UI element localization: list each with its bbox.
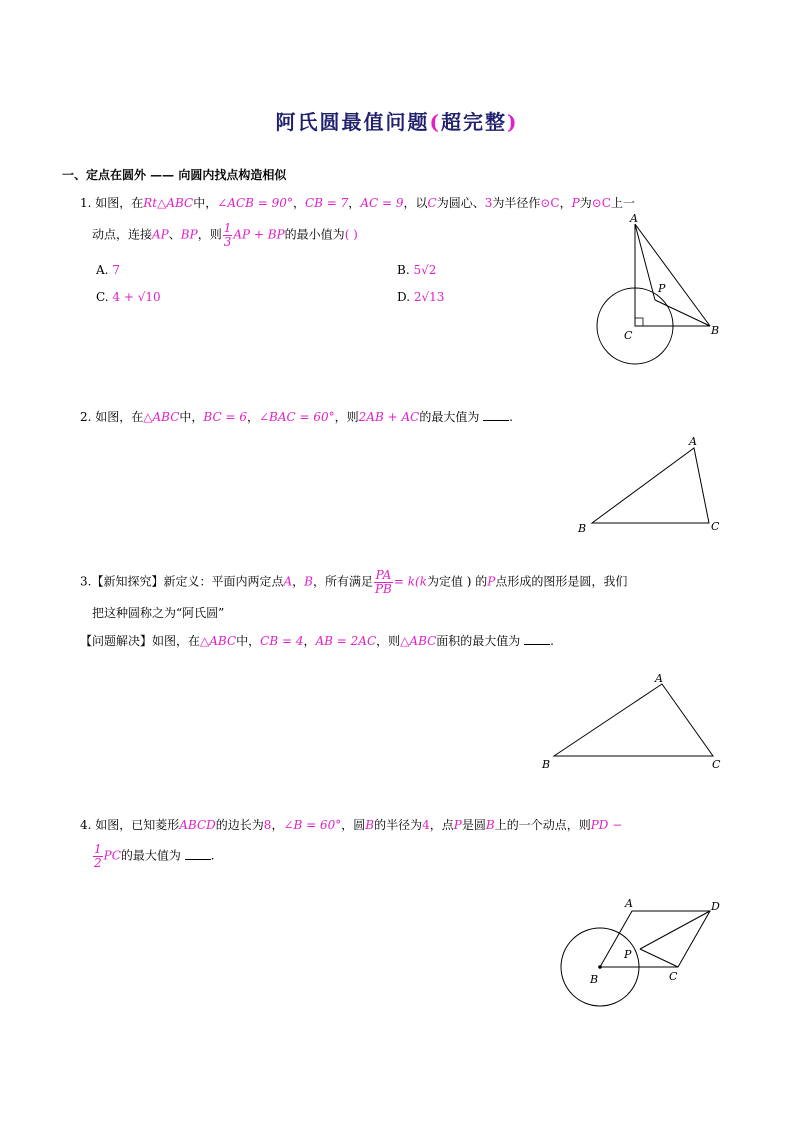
q3-label-b: B — [542, 758, 551, 771]
q2-figure — [572, 430, 732, 540]
q2-label-b: B — [578, 522, 587, 535]
section-heading: 一、定点在圆外 —— 向圆内找点构造相似 — [62, 168, 287, 182]
q3-fraction: $\frac{PA}{PB}$ — [374, 568, 392, 596]
q3-line1: 3.【新知探究】新定义：平面内两定点A，B，所有满足 $\frac{PA}{PB}$ = k(k为定值 ) 的P点形成的图形是圆，我们 — [80, 568, 628, 596]
q1-option-a: A. 7 — [96, 263, 120, 277]
answer-blank — [185, 848, 211, 860]
title-rparen: ) — [507, 110, 519, 134]
q1-line1: 1. 如图，在Rt△ABC中，∠ACB = 90°，CB = 7，AC = 9，以C为圆心、3为半径作⊙C，P为⊙C上一 — [80, 196, 635, 210]
q4-fraction: $\frac{1}{2}$ — [94, 842, 102, 870]
q3-figure — [538, 670, 738, 776]
title-lparen: ( — [429, 110, 441, 134]
page-title — [0, 106, 794, 135]
q2-label-a: A — [689, 435, 697, 448]
q4-label-p: P — [624, 948, 632, 961]
q1-option-c: C. 4 + √10 — [96, 290, 161, 304]
q3-label-a: A — [655, 672, 663, 685]
q1-line2: 动点，连接AP、BP，则 $\frac{1}{3}$ AP + BP的最小值为( ) — [92, 221, 358, 249]
answer-paren: ( ) — [344, 227, 358, 242]
q3-label-c: C — [712, 758, 721, 771]
answer-blank — [524, 633, 550, 645]
q3-line2: 把这种圆称之为“阿氏圆” — [92, 606, 225, 620]
title-main: 阿氏圆最值问题 — [275, 110, 430, 134]
q1-option-b: B. 5√2 — [397, 263, 437, 277]
q1-label-b: B — [711, 324, 720, 337]
q4-label-b: B — [590, 973, 599, 986]
q2-text: 2. 如图，在△ABC中，BC = 6，∠BAC = 60°，则2AB + AC的最大值为 . — [80, 410, 513, 424]
answer-blank — [483, 409, 509, 421]
q1-label-c: C — [624, 329, 633, 342]
q1-label-p: P — [658, 282, 666, 295]
q1-figure — [580, 212, 740, 372]
q4-line2: $\frac{1}{2}$ PC的最大值为 . — [94, 842, 215, 870]
q4-label-d: D — [711, 900, 720, 913]
q1-option-d: D. 2√13 — [397, 290, 445, 304]
q4-figure — [552, 894, 742, 1018]
q2-label-c: C — [711, 520, 720, 533]
q4-label-a: A — [625, 897, 633, 910]
title-sub: 超完整 — [441, 110, 507, 134]
q4-line1: 4. 如图，已知菱形ABCD的边长为8，∠B = 60°，圆B的半径为4，点P是圆B上的一个动点，则PD − — [80, 818, 623, 832]
q1-label-a: A — [630, 212, 638, 225]
q4-label-c: C — [669, 970, 678, 983]
q3-line3: 【问题解决】如图，在△ABC中，CB = 4，AB = 2AC，则△ABC面积的最大值为 . — [80, 634, 554, 648]
q1-fraction: $\frac{1}{3}$ — [223, 221, 232, 249]
